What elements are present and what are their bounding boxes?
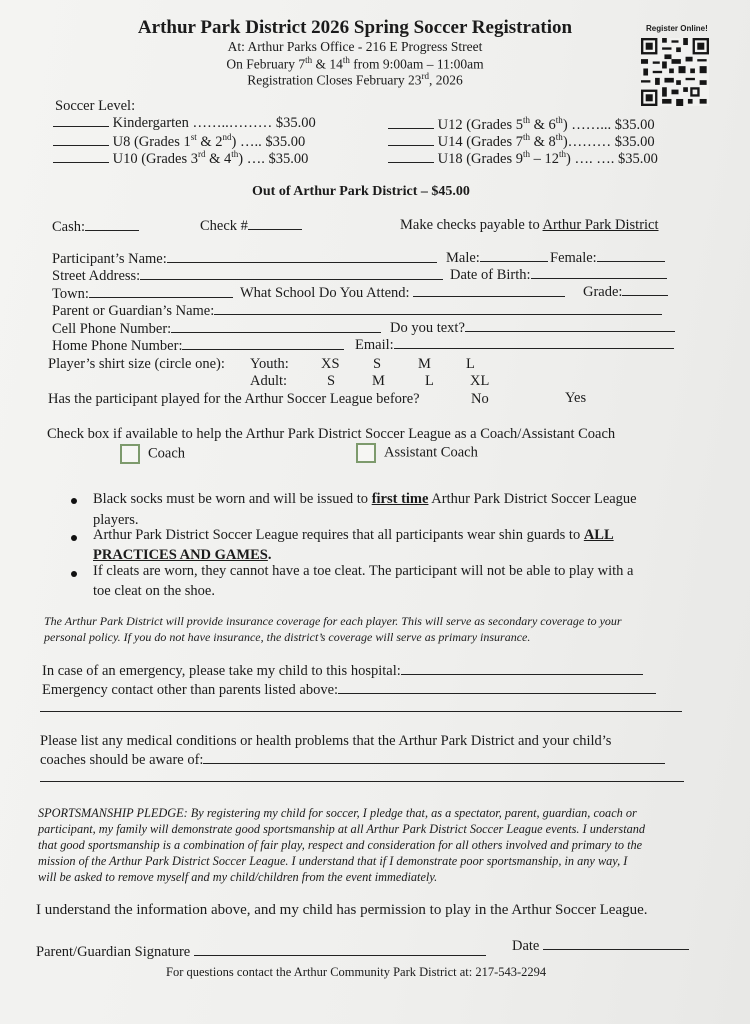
level-u14[interactable]: U14 (Grades 7th & 8th)……… $35.00 [388,132,655,151]
cash-field[interactable]: Cash: [52,219,139,236]
level-u8[interactable]: U8 (Grades 1st & 2nd) ….. $35.00 [53,132,305,151]
cleats-rule-line2: toe cleat on the shoe. [93,583,215,599]
pledge-line2: participant, my family will demonstrate good sportsmanship at all Arthur Park District Soccer League events. I understand [38,822,646,836]
coach-checkbox-row[interactable]: Coach [120,444,185,464]
socks-rule-line2: players. [93,512,139,528]
street-address-field[interactable]: Street Address: [52,268,443,285]
guardian-name-field[interactable]: Parent or Guardian’s Name: [52,303,662,320]
school-field[interactable]: What School Do You Attend: [240,285,565,302]
medical-extra-line[interactable] [40,781,684,782]
cell-phone-field[interactable]: Cell Phone Number: [52,321,381,338]
level-u12[interactable]: U12 (Grades 5th & 6th) ……... $35.00 [388,115,655,134]
bullet-dot [71,571,77,577]
youth-size-xs[interactable]: XS [321,356,340,372]
shirt-size-label: Player’s shirt size (circle one): [48,356,225,372]
check-number-field[interactable]: Check # [200,218,302,235]
level-u10[interactable]: U10 (Grades 3rd & 4th) …. $35.00 [53,149,308,168]
adult-size-xl[interactable]: XL [470,373,490,389]
youth-size-l[interactable]: L [466,356,475,372]
assistant-coach-checkbox-row[interactable]: Assistant Coach [356,443,478,463]
pledge-line4: mission of the Arthur Park District Soccer League. I understand that if I demonstrate poor sportsmanship, in any way, I [38,854,628,868]
pledge-line5: will be asked to remove myself and my child/children from the event immediately. [38,870,438,884]
adult-size-s[interactable]: S [327,373,336,389]
signature-date-field[interactable]: Date [512,938,689,955]
location-line: At: Arthur Parks Office - 216 E Progress Street [227,39,483,54]
emergency-extra-line[interactable] [40,711,682,712]
shin-guards-rule-line2: PRACTICES AND GAMES. [93,547,272,563]
do-you-text-field[interactable]: Do you text? [390,320,675,337]
checks-payable-note: Make checks payable to Arthur Park District [400,217,659,233]
guardian-signature-field[interactable]: Parent/Guardian Signature [36,944,486,961]
coach-volunteer-prompt: Check box if available to help the Arthur Park District Soccer League as a Coach/Assistant Coach [47,426,616,442]
youth-size-s[interactable]: S [373,356,382,372]
youth-size-m[interactable]: M [418,356,431,372]
consent-statement: I understand the information above, and my child has permission to play in the Arthur Soccer League. [36,902,648,918]
hospital-field[interactable]: In case of an emergency, please take my child to this hospital: [42,663,643,680]
insurance-note-line1: The Arthur Park District will provide insurance coverage for each player. This will serve as secondary coverage to your [44,614,622,628]
bullet-dot [71,535,77,541]
adult-label: Adult: [250,373,288,389]
qr-label: Register Online! [646,24,708,33]
cleats-rule: If cleats are worn, they cannot have a toe cleat. The participant will not be able to play with a [93,563,634,579]
medical-prompt-line1: Please list any medical conditions or health problems that the Arthur Park District and your child’s [40,733,612,749]
assistant-coach-checkbox[interactable] [356,443,376,463]
dates-line: On February 7th & 14th from 9:00am – 11:00am [226,55,484,72]
played-yes-option[interactable]: Yes [565,390,587,406]
participant-name-field[interactable]: Participant’s Name: [52,251,437,268]
contact-footer: For questions contact the Arthur Community Park District at: 217-543-2294 [166,965,547,979]
level-kindergarten[interactable]: Kindergarten ……..……… $35.00 [53,115,316,132]
out-of-district-fee: Out of Arthur Park District – $45.00 [252,184,470,199]
youth-label: Youth: [250,356,289,372]
form-title: Arthur Park District 2026 Spring Soccer Registration [137,17,573,38]
qr-code-icon[interactable] [640,38,710,106]
closes-line: Registration Closes February 23rd, 2026 [247,71,463,88]
female-field[interactable]: Female: [550,250,665,267]
pledge-line1: SPORTSMANSHIP PLEDGE: By registering my child for soccer, I pledge that, as a spectator, parent, guardian, coach or [38,806,637,820]
level-u18[interactable]: U18 (Grades 9th – 12th) …. …. $35.00 [388,149,658,168]
played-no-option[interactable]: No [471,391,489,407]
grade-field[interactable]: Grade: [583,284,668,301]
insurance-note-line2: personal policy. If you do not have insurance, the district’s coverage will serve as primary insurance. [44,630,531,644]
adult-size-m[interactable]: M [372,373,385,389]
adult-size-l[interactable]: L [425,373,434,389]
bullet-dot [71,498,77,504]
email-field[interactable]: Email: [355,337,674,354]
date-of-birth-field[interactable]: Date of Birth: [450,267,667,284]
home-phone-field[interactable]: Home Phone Number: [52,338,344,355]
emergency-contact-field[interactable]: Emergency contact other than parents listed above: [42,682,656,699]
socks-rule: Black socks must be worn and will be issued to first time Arthur Park District Soccer League [93,491,637,507]
shin-guards-rule: Arthur Park District Soccer League requires that all participants wear shin guards to ALL [93,527,614,543]
male-field[interactable]: Male: [446,250,548,267]
pledge-line3: that good sportsmanship is a combination of fair play, respect and consideration for all others involved and primary to the [38,838,643,852]
played-before-question: Has the participant played for the Arthur Soccer League before? [48,391,420,407]
medical-conditions-field[interactable]: coaches should be aware of: [40,752,665,769]
coach-checkbox[interactable] [120,444,140,464]
soccer-level-heading: Soccer Level: [55,98,136,114]
town-field[interactable]: Town: [52,286,233,303]
